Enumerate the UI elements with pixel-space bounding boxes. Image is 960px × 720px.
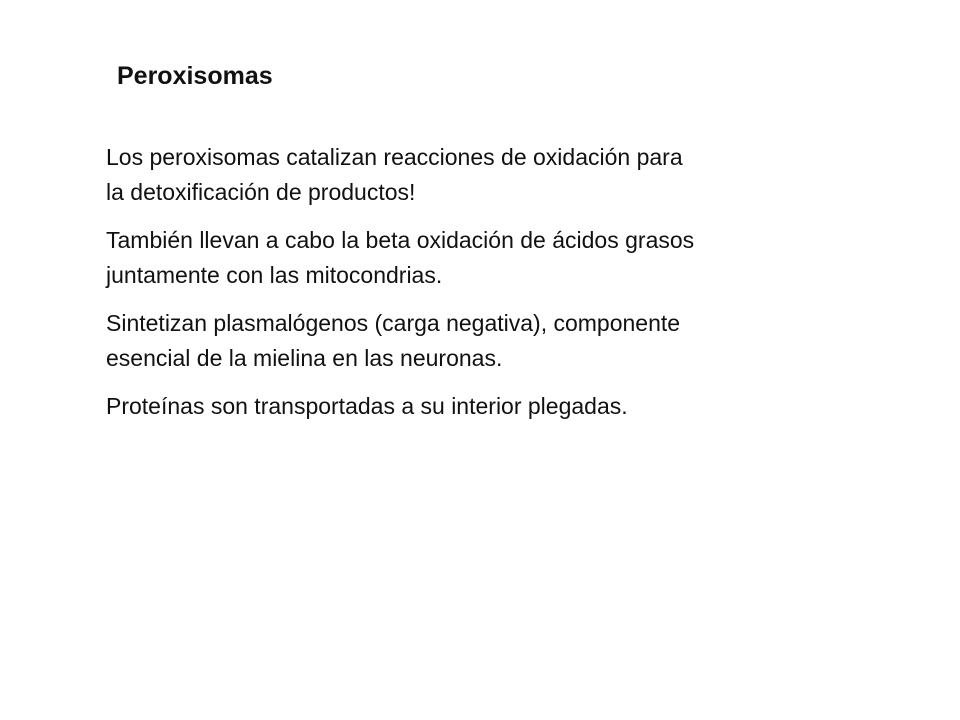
paragraph-line: Sintetizan plasmalógenos (carga negativa), componente [106,310,681,336]
paragraph-line: Proteínas son transportadas a su interior plegadas. [106,393,628,419]
slide-body [106,140,866,437]
paragraph-protein-transport [106,389,866,424]
paragraph-line: la detoxificación de productos! [106,179,416,205]
paragraph-beta-oxidation [106,223,866,293]
paragraph-line: juntamente con las mitocondrias. [106,262,443,288]
paragraph-line: Los peroxisomas catalizan reacciones de oxidación para [106,144,683,170]
paragraph-plasmalogens [106,306,866,376]
paragraph-line: También llevan a cabo la beta oxidación de ácidos grasos [106,227,695,253]
paragraph-line: esencial de la mielina en las neuronas. [106,345,503,371]
paragraph-oxidation [106,140,866,210]
slide-title: Peroxisomas [117,62,273,90]
